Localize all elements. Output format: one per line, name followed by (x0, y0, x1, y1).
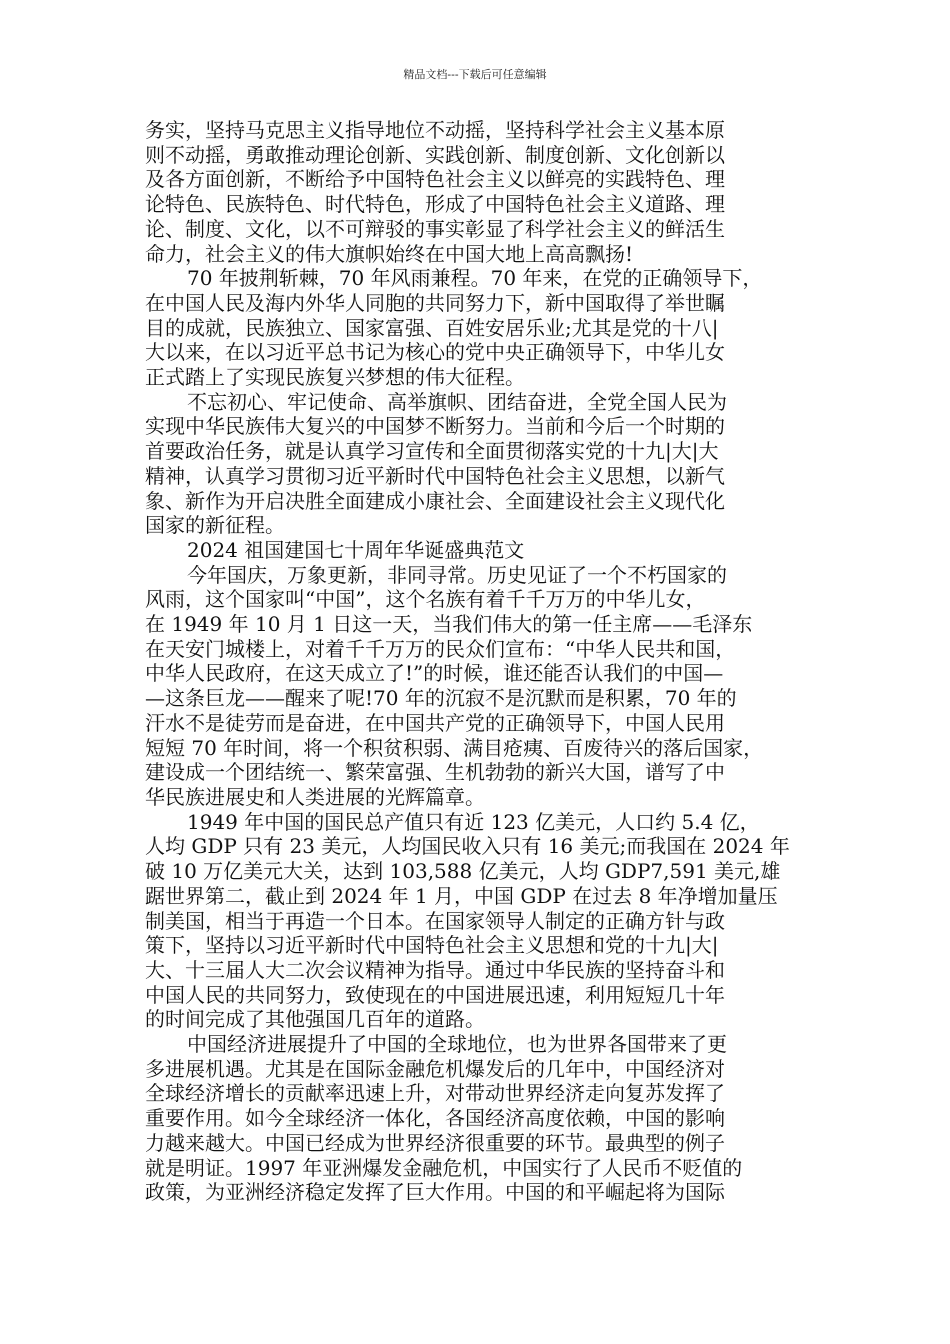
paragraph (145, 563, 807, 810)
text-line: 在中国人民及海内外华人同胞的共同努力下，新中国取得了举世瞩 (145, 290, 725, 315)
text-line: 全球经济增长的贡献率迅速上升，对带动世界经济走向复苏发挥了 (145, 1081, 725, 1106)
text-line: 策下，坚持以习近平新时代中国特色社会主义思想和党的十九|大| (145, 933, 719, 958)
text-line: 风雨，这个国家叫“中国”，这个名族有着千千万万的中华儿女， (145, 587, 706, 612)
text-line: 今年国庆，万象更新，非同寻常。历史见证了一个不朽国家的 (187, 562, 727, 587)
text-line: 踞世界第二，截止到 2024 年 1 月，中国 GDP 在过去 8 年净增加量压 (145, 883, 778, 908)
text-line: 力越来越大。中国已经成为世界经济很重要的环节。最典型的例子 (145, 1130, 725, 1155)
text-line: 破 10 万亿美元大关，达到 103,588 亿美元，人均 GDP7,591 美元,雄 (145, 859, 781, 884)
document-body (145, 118, 807, 1205)
text-line: 精神，认真学习贯彻习近平新时代中国特色社会主义思想，以新气 (145, 463, 725, 488)
page-header: 精品文档---下载后可任意编辑 (403, 68, 547, 81)
text-line: 国家的新征程。 (145, 513, 285, 538)
paragraph (145, 390, 807, 538)
text-line: 首要政治任务，就是认真学习宣传和全面贯彻落实党的十九|大|大 (145, 439, 719, 464)
text-line: 70 年披荆斩棘，70 年风雨兼程。70 年来，在党的正确领导下， (187, 266, 763, 291)
text-line: 华民族进展史和人类进展的光辉篇章。 (145, 784, 485, 809)
text-line: 正式踏上了实现民族复兴梦想的伟大征程。 (145, 365, 525, 390)
paragraph (145, 266, 807, 390)
text-line: 中华人民政府，在这天成立了!”的时候，谁还能否认我们的中国— (145, 661, 724, 686)
text-line: 命力，社会主义的伟大旗帜始终在中国大地上高高飘扬! (145, 241, 634, 266)
text-line: 大以来，在以习近平总书记为核心的党中央正确领导下，中华儿女 (145, 340, 725, 365)
text-line: 在天安门城楼上，对着千千万万的民众们宣布：“中华人民共和国， (145, 636, 736, 661)
text-line: 的时间完成了其他强国几百年的道路。 (145, 1007, 485, 1032)
text-line: 多进展机遇。尤其是在国际金融危机爆发后的几年中，中国经济对 (145, 1056, 725, 1081)
text-line: 就是明证。1997 年亚洲爆发金融危机，中国实行了人民币不贬值的 (145, 1155, 743, 1180)
paragraph (145, 1032, 807, 1205)
text-line: 大、十三届人大二次会议精神为指导。通过中华民族的坚持奋斗和 (145, 957, 725, 982)
text-line: 1949 年中国的国民总产值只有近 123 亿美元，人口约 5.4 亿， (187, 809, 760, 834)
text-line: 重要作用。如今全球经济一体化，各国经济高度依赖，中国的影响 (145, 1106, 725, 1131)
text-line: 则不动摇，勇敢推动理论创新、实践创新、制度创新、文化创新以 (145, 142, 725, 167)
text-line: 及各方面创新，不断给予中国特色社会主义以鲜亮的实践特色、理 (145, 167, 725, 192)
text-line: 务实，坚持马克思主义指导地位不动摇，坚持科学社会主义基本原 (145, 118, 725, 142)
text-line: 在 1949 年 10 月 1 日这一天，当我们伟大的第一任主席——毛泽东 (145, 612, 753, 637)
text-line: 2024 祖国建国七十周年华诞盛典范文 (187, 537, 525, 562)
text-line: 实现中华民族伟大复兴的中国梦不断努力。当前和今后一个时期的 (145, 414, 725, 439)
text-line: 人均 GDP 只有 23 美元，人均国民收入只有 16 美元;而我国在 2024 年 (145, 834, 790, 859)
paragraph (145, 118, 807, 266)
paragraph (145, 810, 807, 1032)
text-line: 汗水不是徒劳而是奋进，在中国共产党的正确领导下，中国人民用 (145, 710, 725, 735)
text-line: 中国经济进展提升了中国的全球地位，也为世界各国带来了更 (187, 1032, 727, 1057)
paragraph (145, 538, 807, 563)
text-line: 象、新作为开启决胜全面建成小康社会、全面建设社会主义现代化 (145, 488, 725, 513)
text-line: 论特色、民族特色、时代特色，形成了中国特色社会主义道路、理 (145, 192, 725, 217)
text-line: 论、制度、文化，以不可辩驳的事实彰显了科学社会主义的鲜活生 (145, 216, 725, 241)
text-line: 不忘初心、牢记使命、高举旗帜、团结奋进，全党全国人民为 (187, 389, 727, 414)
text-line: 制美国，相当于再造一个日本。在国家领导人制定的正确方针与政 (145, 908, 725, 933)
text-line: 建设成一个团结统一、繁荣富强、生机勃勃的新兴大国，谱写了中 (145, 760, 725, 785)
text-line: —这条巨龙——醒来了呢!70 年的沉寂不是沉默而是积累，70 年的 (145, 686, 737, 711)
text-line: 目的成就，民族独立、国家富强、百姓安居乐业;尤其是党的十八| (145, 315, 719, 340)
text-line: 短短 70 年时间，将一个积贫积弱、满目疮痍、百废待兴的落后国家， (145, 735, 764, 760)
text-line: 政策，为亚洲经济稳定发挥了巨大作用。中国的和平崛起将为国际 (145, 1180, 725, 1205)
text-line: 中国人民的共同努力，致使现在的中国进展迅速，利用短短几十年 (145, 982, 725, 1007)
